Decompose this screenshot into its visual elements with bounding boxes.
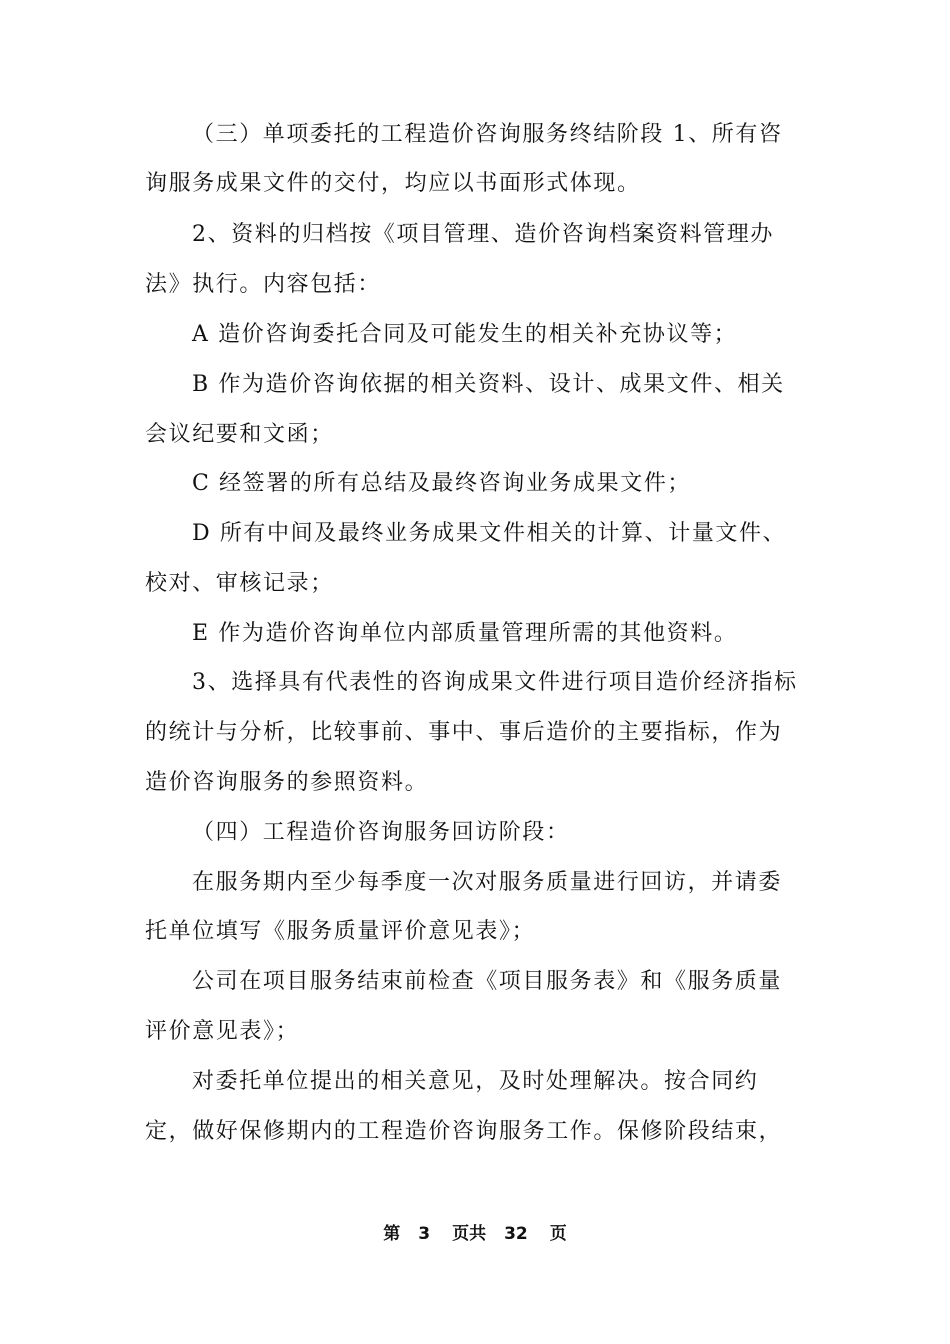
paragraph-line: 托单位填写《服务质量评价意见表》； bbox=[145, 919, 536, 944]
footer-prefix: 第 bbox=[383, 1224, 401, 1244]
footer-total-pages: 32 bbox=[504, 1224, 528, 1244]
paragraph-line: （三）单项委托的工程造价咨询服务终结阶段 1、所有咨 bbox=[192, 122, 783, 147]
paragraph-line: E 作为造价咨询单位内部质量管理所需的其他资料。 bbox=[192, 621, 738, 646]
footer-middle: 页共 bbox=[452, 1224, 487, 1244]
footer-suffix: 页 bbox=[549, 1224, 567, 1244]
paragraph-line: B 作为造价咨询依据的相关资料、设计、成果文件、相关 bbox=[192, 372, 785, 397]
paragraph-line: 的统计与分析，比较事前、事中、事后造价的主要指标，作为 bbox=[145, 720, 783, 745]
paragraph-line: 2、资料的归档按《项目管理、造价咨询档案资料管理办 bbox=[192, 222, 774, 247]
paragraph-line: 3、选择具有代表性的咨询成果文件进行项目造价经济指标 bbox=[192, 670, 798, 695]
section-heading: （四）工程造价咨询服务回访阶段： bbox=[192, 820, 570, 845]
paragraph-line: 评价意见表》； bbox=[145, 1019, 300, 1044]
paragraph-line: A 造价咨询委托合同及可能发生的相关补充协议等； bbox=[192, 322, 738, 347]
paragraph-line: 法》执行。内容包括： bbox=[145, 272, 382, 297]
paragraph-line: 校对、审核记录； bbox=[145, 571, 334, 596]
paragraph-line: 定，做好保修期内的工程造价咨询服务工作。保修阶段结束， bbox=[145, 1119, 783, 1144]
footer-current-page: 3 bbox=[418, 1224, 431, 1244]
page-footer bbox=[0, 1221, 950, 1247]
paragraph-line: 对委托单位提出的相关意见，及时处理解决。按合同约 bbox=[192, 1069, 759, 1094]
paragraph-line: 询服务成果文件的交付，均应以书面形式体现。 bbox=[145, 171, 641, 196]
paragraph-line: D 所有中间及最终业务成果文件相关的计算、计量文件、 bbox=[192, 521, 787, 546]
paragraph-line: C 经签署的所有总结及最终咨询业务成果文件； bbox=[192, 471, 692, 496]
paragraph-line: 公司在项目服务结束前检查《项目服务表》和《服务质量 bbox=[192, 969, 783, 994]
paragraph-line: 会议纪要和文函； bbox=[145, 422, 334, 447]
paragraph-line: 在服务期内至少每季度一次对服务质量进行回访，并请委 bbox=[192, 870, 783, 895]
paragraph-line: 造价咨询服务的参照资料。 bbox=[145, 770, 429, 795]
